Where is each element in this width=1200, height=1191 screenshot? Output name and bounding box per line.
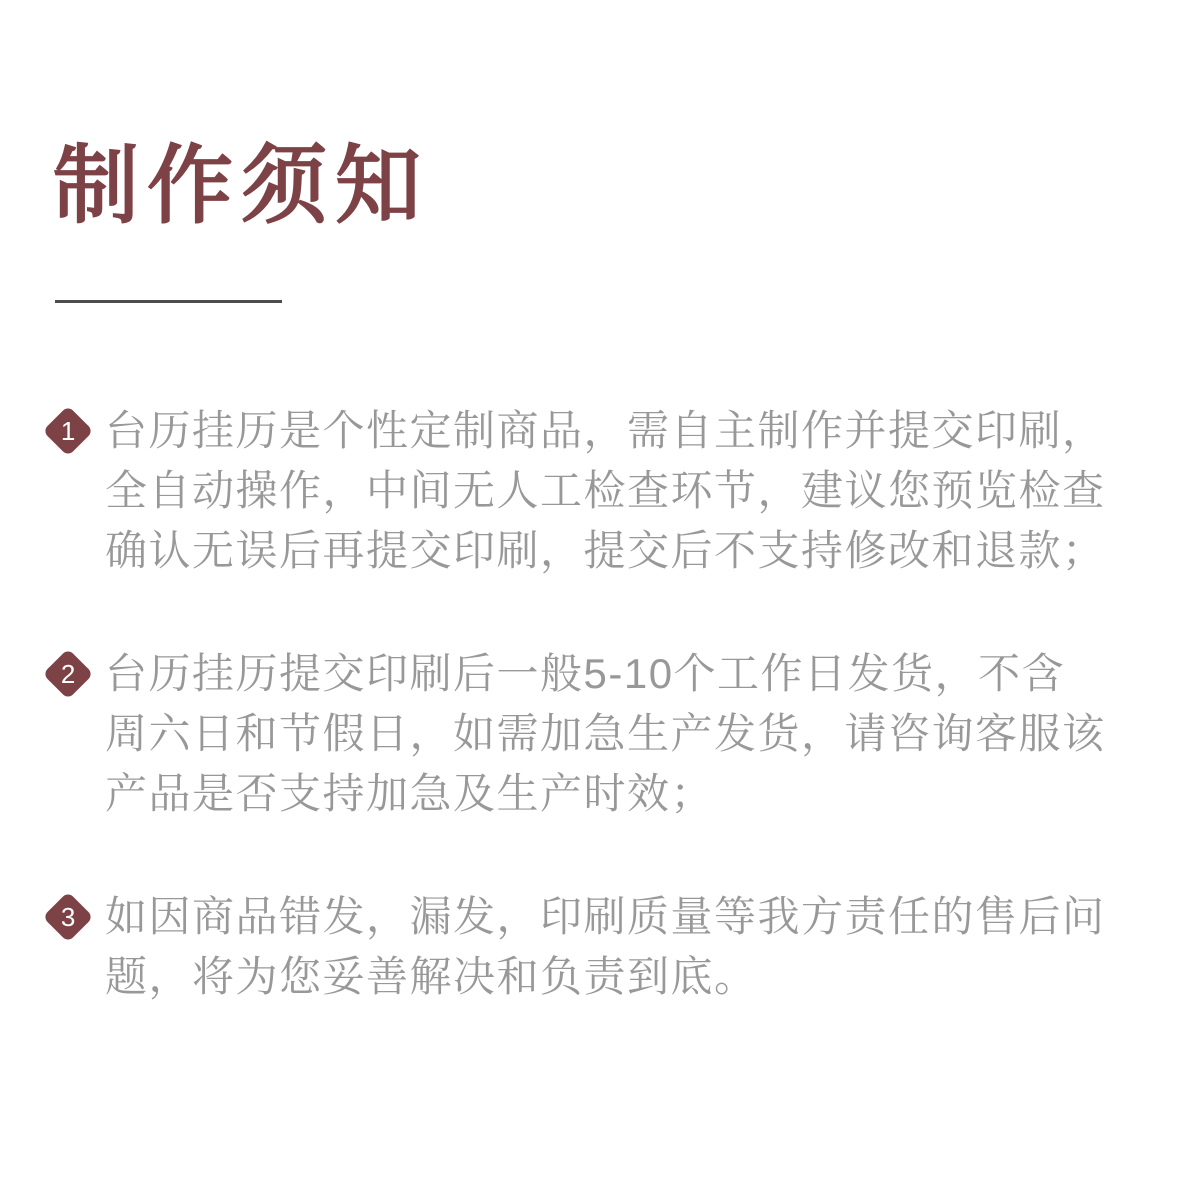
title-divider <box>55 300 282 303</box>
diamond-shape <box>43 892 94 943</box>
notice-line: 确认无误后再提交印刷，提交后不支持修改和退款； <box>105 527 1106 574</box>
item-number-badge <box>44 644 92 704</box>
diamond-shape <box>43 649 94 700</box>
notice-line: 如因商品错发，漏发，印刷质量等我方责任的售后问 <box>105 893 1106 940</box>
item-number-badge <box>44 401 92 461</box>
notice-item <box>44 644 1154 824</box>
notice-text <box>105 644 1154 824</box>
item-number: 3 <box>60 902 76 932</box>
notice-line: 周六日和节假日，如需加急生产发货，请咨询客服该 <box>105 710 1106 757</box>
notice-text <box>105 401 1154 581</box>
notice-list <box>44 401 1154 1070</box>
page-title: 制作须知 <box>53 138 429 234</box>
item-number: 2 <box>60 659 76 689</box>
notice-line: 题，将为您妥善解决和负责到底。 <box>105 953 758 1000</box>
item-number-badge <box>44 887 92 947</box>
item-number: 1 <box>60 416 76 446</box>
diamond-shape <box>43 406 94 457</box>
notice-item <box>44 401 1154 581</box>
notice-line: 台历挂历是个性定制商品，需自主制作并提交印刷， <box>105 407 1106 454</box>
notice-text <box>105 887 1154 1007</box>
notice-item <box>44 887 1154 1007</box>
notice-line: 产品是否支持加急及生产时效； <box>105 770 715 817</box>
notice-line: 全自动操作，中间无人工检查环节，建议您预览检查 <box>105 467 1106 514</box>
notice-line: 台历挂历提交印刷后一般5-10个工作日发货，不含 <box>105 650 1066 697</box>
